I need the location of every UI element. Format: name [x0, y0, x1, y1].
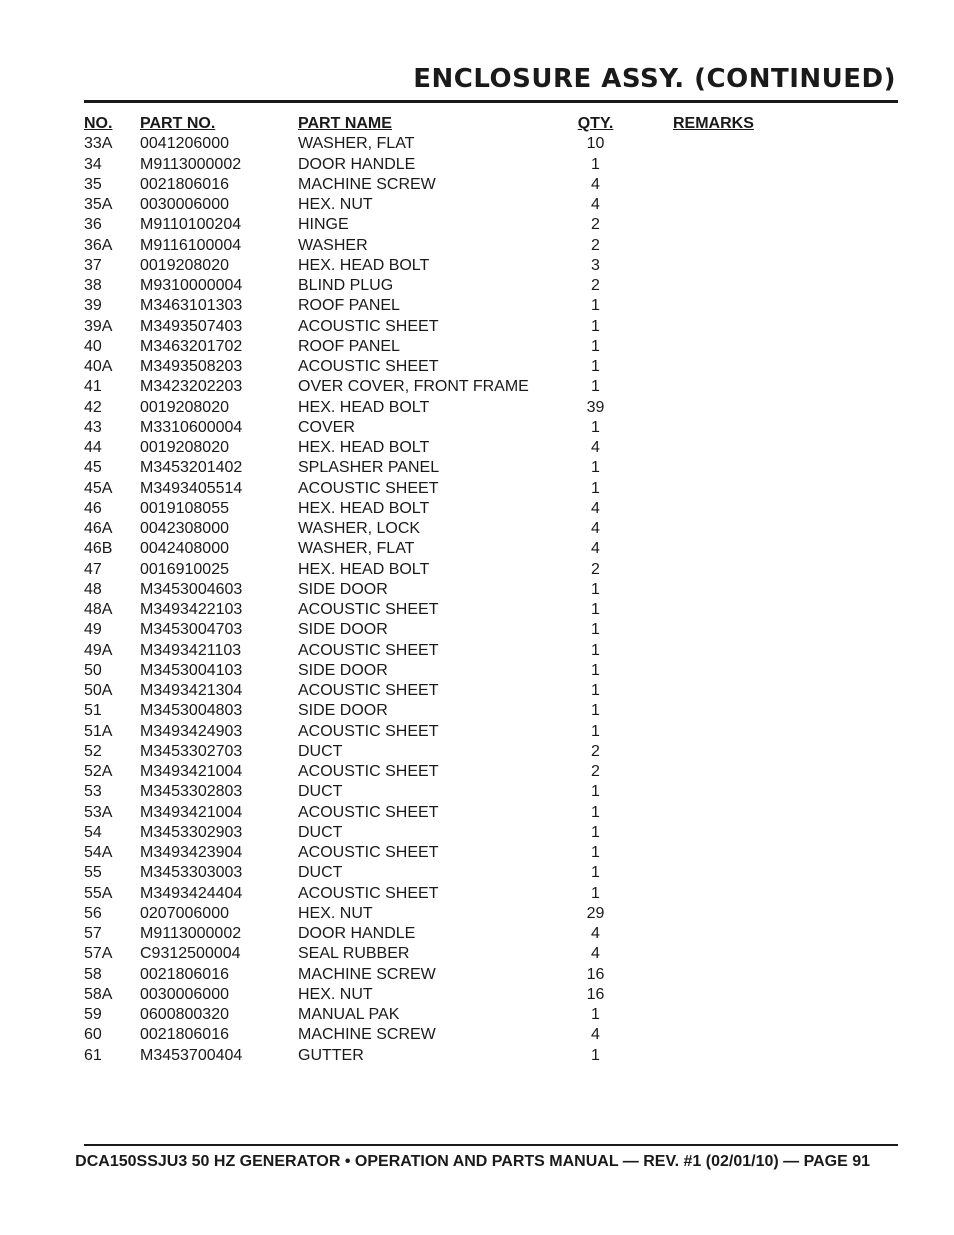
cell-part-no: M3493507403: [140, 317, 243, 335]
cell-part-name: DOOR HANDLE: [298, 155, 416, 173]
cell-qty: 1: [591, 803, 600, 821]
table-row: [84, 276, 898, 296]
cell-part-no: 0042408000: [140, 540, 229, 558]
table-row: [84, 215, 898, 235]
title-rule: [84, 100, 898, 103]
cell-part-no: M3493422103: [140, 601, 243, 618]
cell-qty: 2: [591, 216, 600, 234]
cell-qty: 4: [591, 499, 600, 517]
table-row: [84, 377, 898, 397]
cell-qty: 2: [591, 560, 600, 578]
cell-no: 59: [84, 1006, 102, 1023]
table-row: [84, 560, 898, 580]
cell-qty: 4: [591, 945, 600, 963]
table-row: [84, 944, 898, 964]
cell-no: 39A: [84, 317, 113, 335]
cell-part-no: M3463101303: [140, 297, 243, 315]
cell-no: 42: [84, 398, 102, 416]
cell-qty: 4: [591, 175, 600, 193]
table-row: [84, 256, 898, 276]
cell-part-no: M3463201702: [140, 337, 243, 355]
cell-part-no: 0207006000: [140, 904, 229, 922]
cell-no: 41: [84, 378, 102, 396]
cell-no: 36A: [84, 236, 113, 254]
cell-no: 34: [84, 155, 102, 173]
cell-no: 46A: [84, 520, 113, 537]
cell-no: 55A: [84, 884, 113, 902]
cell-part-no: M3493423904: [140, 844, 243, 861]
cell-part-no: 0600800320: [140, 1006, 229, 1023]
table-row: [84, 863, 898, 883]
cell-qty: 39: [586, 398, 605, 416]
cell-qty: 4: [591, 439, 600, 456]
page-footer: DCA150SSJU3 50 HZ GENERATOR • OPERATION AND PARTS MANUAL — REV. #1 (02/01/10) — PAGE 91: [75, 1153, 870, 1170]
cell-part-name: DUCT: [298, 823, 343, 841]
table-row: [84, 904, 898, 924]
table-row: [84, 1005, 898, 1025]
table-row: [84, 742, 898, 762]
cell-part-no: 0019208020: [140, 439, 229, 456]
cell-part-name: WASHER, FLAT: [298, 540, 415, 558]
cell-qty: 1: [591, 641, 600, 659]
cell-part-name: MANUAL PAK: [298, 1006, 400, 1023]
cell-part-name: ACOUSTIC SHEET: [298, 803, 439, 821]
table-row: [84, 499, 898, 519]
cell-part-no: M9113000002: [140, 155, 242, 173]
cell-no: 33A: [84, 135, 113, 153]
cell-part-name: DOOR HANDLE: [298, 925, 416, 942]
cell-no: 53: [84, 783, 102, 801]
cell-no: 46B: [84, 540, 113, 558]
cell-qty: 1: [591, 864, 600, 882]
cell-part-no: 0021806016: [140, 965, 229, 983]
cell-no: 52: [84, 742, 102, 760]
cell-no: 60: [84, 1026, 102, 1044]
cell-part-no: M9110100204: [140, 216, 242, 234]
cell-no: 54A: [84, 844, 113, 861]
cell-qty: 1: [591, 722, 600, 740]
cell-qty: 1: [591, 479, 600, 497]
cell-part-name: DUCT: [298, 864, 343, 882]
cell-part-no: M3453303003: [140, 864, 243, 882]
cell-no: 35: [84, 175, 102, 193]
table-row: [84, 438, 898, 458]
cell-no: 45: [84, 459, 102, 477]
cell-part-name: HEX. HEAD BOLT: [298, 439, 430, 456]
cell-no: 44: [84, 439, 102, 456]
cell-part-name: ROOF PANEL: [298, 297, 400, 315]
cell-part-no: 0030006000: [140, 196, 229, 213]
cell-part-name: ACOUSTIC SHEET: [298, 682, 439, 699]
cell-part-no: M3493421304: [140, 682, 243, 699]
header-qty: QTY.: [577, 115, 614, 132]
cell-no: 43: [84, 418, 102, 436]
cell-part-name: OVER COVER, FRONT FRAME: [298, 378, 529, 396]
cell-part-name: ACOUSTIC SHEET: [298, 358, 439, 375]
header-part-no: PART NO.: [140, 115, 216, 132]
cell-part-name: HINGE: [298, 216, 349, 234]
table-row: [84, 985, 898, 1005]
cell-no: 52A: [84, 763, 113, 780]
cell-part-no: 0030006000: [140, 985, 229, 1003]
cell-qty: 4: [591, 520, 600, 537]
cell-part-name: HEX. HEAD BOLT: [298, 398, 430, 416]
cell-part-no: 0016910025: [140, 560, 229, 578]
cell-part-name: HEX. HEAD BOLT: [298, 499, 430, 517]
cell-qty: 1: [591, 459, 600, 477]
table-row: [84, 782, 898, 802]
cell-part-name: HEX. NUT: [298, 196, 373, 213]
cell-qty: 2: [591, 277, 600, 294]
cell-no: 38: [84, 277, 102, 294]
cell-no: 56: [84, 904, 102, 922]
cell-part-name: HEX. HEAD BOLT: [298, 560, 430, 578]
cell-no: 51A: [84, 722, 113, 740]
cell-qty: 1: [591, 317, 600, 335]
cell-part-no: 0041206000: [140, 135, 229, 153]
cell-part-name: ACOUSTIC SHEET: [298, 601, 439, 618]
cell-no: 48A: [84, 601, 113, 618]
cell-part-name: ACOUSTIC SHEET: [298, 884, 439, 902]
header-no: NO.: [84, 115, 113, 132]
cell-no: 47: [84, 560, 102, 578]
cell-qty: 16: [586, 985, 605, 1003]
cell-part-no: M3493421103: [140, 641, 242, 659]
table-body: [84, 134, 898, 1066]
cell-qty: 4: [591, 1026, 600, 1044]
cell-part-no: M3453004803: [140, 702, 243, 720]
table-row: [84, 823, 898, 843]
cell-qty: 1: [591, 418, 600, 436]
cell-no: 35A: [84, 196, 113, 213]
cell-no: 57: [84, 925, 102, 942]
table-row: [84, 884, 898, 904]
cell-no: 46: [84, 499, 102, 517]
cell-no: 40: [84, 337, 102, 355]
cell-qty: 1: [591, 358, 600, 375]
cell-qty: 4: [591, 925, 600, 942]
cell-qty: 4: [591, 196, 600, 213]
cell-qty: 1: [591, 337, 600, 355]
cell-part-name: ROOF PANEL: [298, 337, 400, 355]
table-row: [84, 458, 898, 478]
table-row: [84, 701, 898, 721]
cell-part-no: M3493508203: [140, 358, 243, 375]
cell-part-name: ACOUSTIC SHEET: [298, 763, 439, 780]
cell-qty: 1: [591, 378, 600, 396]
cell-qty: 1: [591, 884, 600, 902]
cell-part-no: M3493421004: [140, 803, 243, 821]
table-row: [84, 539, 898, 559]
cell-part-name: SIDE DOOR: [298, 580, 388, 598]
cell-qty: 10: [586, 135, 605, 153]
cell-part-name: SEAL RUBBER: [298, 945, 410, 963]
cell-no: 39: [84, 297, 102, 315]
cell-no: 57A: [84, 945, 113, 963]
cell-qty: 1: [591, 783, 600, 801]
table-row: [84, 843, 898, 863]
table-row: [84, 398, 898, 418]
table-row: [84, 924, 898, 944]
table-header-row: [84, 114, 898, 134]
cell-part-name: ACOUSTIC SHEET: [298, 844, 439, 861]
cell-qty: 1: [591, 702, 600, 720]
table-row: [84, 762, 898, 782]
cell-qty: 1: [591, 297, 600, 315]
cell-part-no: M9113000002: [140, 925, 242, 942]
cell-part-name: DUCT: [298, 783, 343, 801]
cell-qty: 1: [591, 621, 600, 639]
cell-qty: 1: [591, 601, 600, 618]
cell-qty: 1: [591, 1006, 600, 1023]
cell-no: 58: [84, 965, 102, 983]
cell-no: 55: [84, 864, 102, 882]
cell-part-name: HEX. NUT: [298, 904, 373, 922]
cell-no: 58A: [84, 985, 113, 1003]
table-row: [84, 236, 898, 256]
cell-no: 45A: [84, 479, 113, 497]
cell-no: 51: [84, 702, 102, 720]
cell-part-no: M3493421004: [140, 763, 243, 780]
cell-part-name: SIDE DOOR: [298, 661, 388, 679]
cell-no: 36: [84, 216, 102, 234]
cell-part-name: ACOUSTIC SHEET: [298, 641, 439, 659]
cell-part-no: 0019208020: [140, 398, 229, 416]
cell-part-no: M3310600004: [140, 418, 243, 436]
cell-part-no: M9310000004: [140, 277, 243, 294]
table-row: [84, 600, 898, 620]
footer-rule: [84, 1144, 898, 1146]
cell-no: 49A: [84, 641, 113, 659]
table-row: [84, 155, 898, 175]
table-row: [84, 296, 898, 316]
cell-part-name: COVER: [298, 418, 355, 436]
cell-part-name: MACHINE SCREW: [298, 175, 436, 193]
cell-qty: 4: [591, 540, 600, 558]
table-row: [84, 681, 898, 701]
parts-table: [84, 114, 898, 1066]
cell-part-no: 0042308000: [140, 520, 229, 537]
cell-qty: 1: [591, 155, 600, 173]
cell-part-no: M3493424404: [140, 884, 243, 902]
cell-part-name: WASHER, LOCK: [298, 520, 421, 537]
cell-part-no: C9312500004: [140, 945, 241, 963]
cell-part-name: WASHER, FLAT: [298, 135, 415, 153]
cell-part-name: DUCT: [298, 742, 343, 760]
cell-no: 49: [84, 621, 102, 639]
cell-part-no: M3453004603: [140, 580, 243, 598]
cell-part-name: SIDE DOOR: [298, 702, 388, 720]
page-title: ENCLOSURE ASSY. (CONTINUED): [413, 64, 896, 94]
table-row: [84, 620, 898, 640]
cell-part-no: M9116100004: [140, 236, 242, 254]
cell-part-name: ACOUSTIC SHEET: [298, 479, 439, 497]
table-row: [84, 479, 898, 499]
cell-part-name: HEX. HEAD BOLT: [298, 256, 430, 274]
table-row: [84, 175, 898, 195]
cell-part-no: M3453700404: [140, 1046, 243, 1064]
cell-qty: 1: [591, 661, 600, 679]
table-row: [84, 134, 898, 154]
cell-part-no: 0021806016: [140, 1026, 229, 1044]
cell-part-name: ACOUSTIC SHEET: [298, 317, 439, 335]
table-row: [84, 722, 898, 742]
cell-part-name: SPLASHER PANEL: [298, 459, 440, 477]
cell-no: 53A: [84, 803, 113, 821]
cell-part-no: M3453004103: [140, 661, 243, 679]
cell-qty: 1: [591, 1046, 600, 1064]
table-row: [84, 317, 898, 337]
table-row: [84, 580, 898, 600]
cell-no: 50A: [84, 682, 113, 699]
cell-part-no: M3453302703: [140, 742, 243, 760]
table-row: [84, 519, 898, 539]
cell-part-name: ACOUSTIC SHEET: [298, 722, 439, 740]
cell-no: 37: [84, 256, 102, 274]
cell-part-no: 0019108055: [140, 499, 229, 517]
cell-part-name: GUTTER: [298, 1046, 364, 1064]
cell-part-name: SIDE DOOR: [298, 621, 388, 639]
cell-qty: 29: [586, 904, 605, 922]
table-row: [84, 803, 898, 823]
cell-qty: 1: [591, 844, 600, 861]
cell-part-no: M3453302903: [140, 823, 243, 841]
cell-qty: 3: [591, 256, 600, 274]
cell-qty: 2: [591, 763, 600, 780]
cell-part-no: M3493424903: [140, 722, 243, 740]
cell-part-no: M3493405514: [140, 479, 243, 497]
table-row: [84, 418, 898, 438]
header-remarks: REMARKS: [673, 115, 754, 132]
table-row: [84, 661, 898, 681]
table-row: [84, 195, 898, 215]
table-row: [84, 641, 898, 661]
cell-part-no: M3453302803: [140, 783, 243, 801]
header-part-name: PART NAME: [298, 115, 392, 132]
cell-part-no: M3453004703: [140, 621, 243, 639]
cell-part-no: M3453201402: [140, 459, 243, 477]
table-row: [84, 337, 898, 357]
cell-no: 54: [84, 823, 102, 841]
cell-no: 40A: [84, 358, 113, 375]
cell-part-no: 0021806016: [140, 175, 229, 193]
cell-part-name: HEX. NUT: [298, 985, 373, 1003]
table-row: [84, 1046, 898, 1066]
table-row: [84, 965, 898, 985]
cell-part-name: MACHINE SCREW: [298, 965, 436, 983]
cell-no: 48: [84, 580, 102, 598]
cell-qty: 1: [591, 823, 600, 841]
cell-qty: 2: [591, 742, 600, 760]
cell-qty: 2: [591, 236, 600, 254]
cell-part-no: M3423202203: [140, 378, 243, 396]
cell-part-no: 0019208020: [140, 256, 229, 274]
cell-part-name: MACHINE SCREW: [298, 1026, 436, 1044]
cell-qty: 16: [586, 965, 605, 983]
table-row: [84, 1025, 898, 1045]
cell-qty: 1: [591, 682, 600, 699]
cell-no: 50: [84, 661, 102, 679]
cell-no: 61: [84, 1046, 102, 1064]
table-row: [84, 357, 898, 377]
cell-part-name: WASHER: [298, 236, 368, 254]
cell-qty: 1: [591, 580, 600, 598]
cell-part-name: BLIND PLUG: [298, 277, 394, 294]
